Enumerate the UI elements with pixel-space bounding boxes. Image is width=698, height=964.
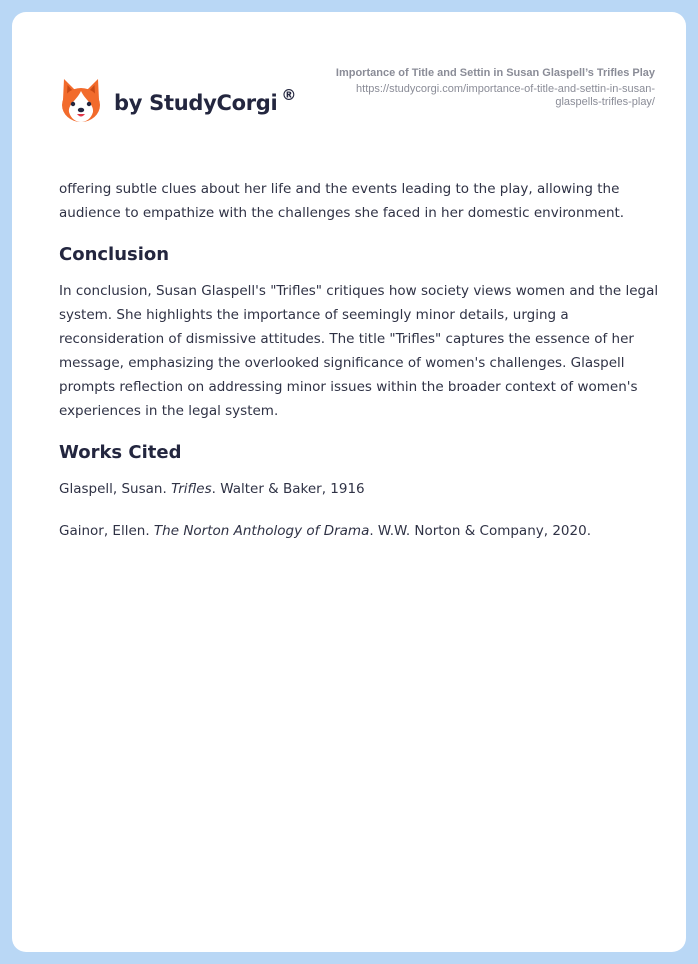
citation-item bbox=[59, 477, 659, 501]
studycorgi-logo[interactable] bbox=[60, 76, 296, 126]
registered-mark: ® bbox=[281, 86, 297, 104]
citation-title: Trifles bbox=[171, 481, 212, 497]
document-content bbox=[59, 177, 659, 543]
citation-author: Gainor, Ellen. bbox=[59, 523, 150, 539]
citation-details: . Walter & Baker, 1916 bbox=[211, 481, 365, 497]
citation-title: The Norton Anthology of Drama bbox=[153, 523, 370, 539]
works-cited-heading: Works Cited bbox=[59, 442, 182, 463]
document-page bbox=[12, 12, 686, 952]
document-title: Importance of Title and Settin in Susan Glaspell’s Trifles Play bbox=[335, 67, 655, 79]
citation-details: . W.W. Norton & Company, 2020. bbox=[369, 523, 591, 539]
brand-text: by StudyCorgi bbox=[114, 91, 278, 115]
citation-author: Glaspell, Susan. bbox=[59, 481, 167, 497]
intro-paragraph: offering subtle clues about her life and the events leading to the play, allowing the audience to empathize with the challenges she faced in her domestic environment. bbox=[59, 181, 625, 221]
conclusion-paragraph: In conclusion, Susan Glaspell's "Trifles" critiques how society views women and the legal system. She highlights the importance of seemingly minor details, urging a reconsideration of dismissive attitudes. The title "Trifles" captures the essence of her message, emphasizing the overlooked significance of women's challenges. Glaspell prompts reflection on addressing minor issues within the broader context of women's experiences in the legal system. bbox=[59, 283, 659, 419]
conclusion-heading: Conclusion bbox=[59, 244, 170, 265]
brand-name bbox=[114, 86, 297, 115]
corgi-logo-icon bbox=[60, 78, 102, 124]
document-url[interactable]: https://studycorgi.com/importance-of-title-and-settin-in-susan-glaspells-trifles-play/ bbox=[356, 83, 655, 108]
citation-item bbox=[59, 519, 659, 543]
document-meta bbox=[310, 66, 655, 109]
